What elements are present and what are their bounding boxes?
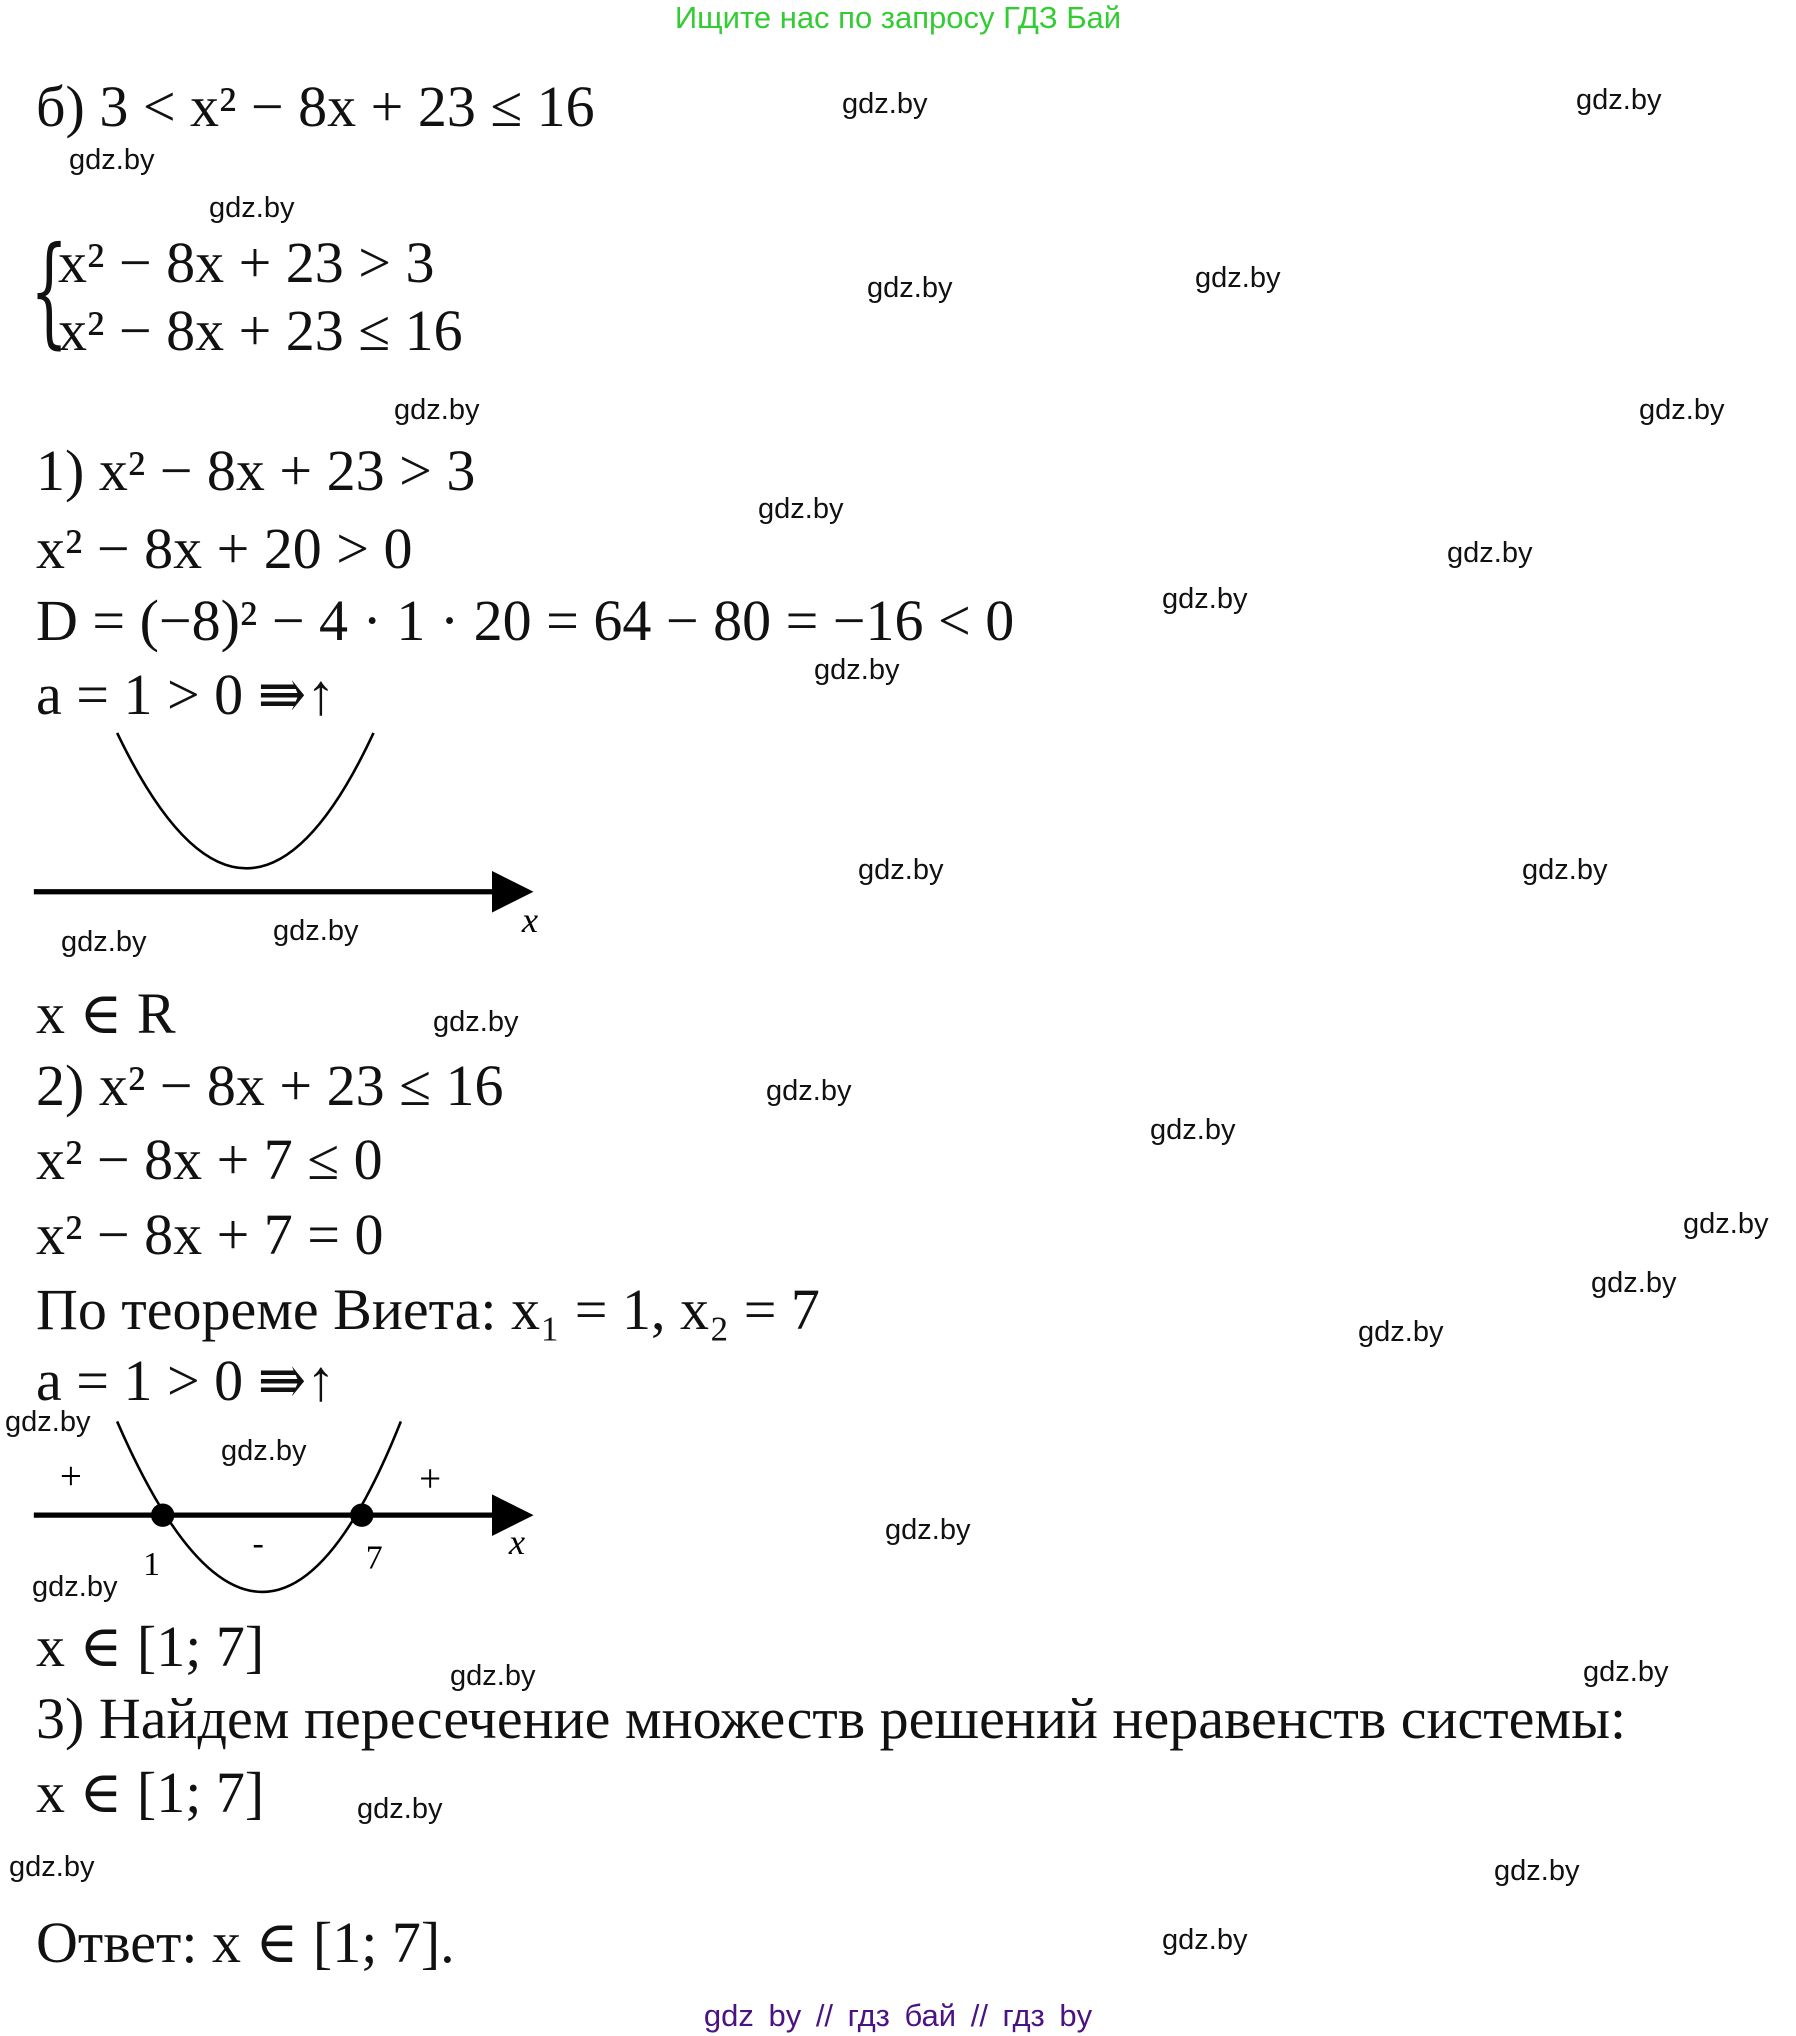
watermark: gdz.by [858, 854, 944, 886]
step1-leading-coef: a = 1 > 0 ⇛↑ [36, 662, 336, 727]
x-axis-label: x [508, 1522, 526, 1563]
watermark: gdz.by [1162, 583, 1248, 615]
parabola-diagram-1 [34, 733, 538, 940]
step3-title: 3) Найдем пересечение множеств решений неравенств системы: [36, 1686, 1627, 1751]
step1-simplified: x² − 8x + 20 > 0 [36, 516, 413, 581]
root-label-1: 1 [143, 1546, 161, 1584]
sign-right: + [419, 1457, 442, 1501]
system-brace: { [30, 222, 69, 361]
system-inequality-2: x² − 8x + 23 ≤ 16 [58, 298, 463, 363]
step2-vieta: По теореме Виета: x₁ = 1, x₂ = 7 [36, 1277, 820, 1342]
watermark: gdz.by [1583, 1656, 1669, 1688]
watermark: gdz.by [1639, 394, 1725, 426]
parabola-curve [117, 733, 373, 868]
watermark: gdz.by [1195, 262, 1281, 294]
step1-discriminant: D = (−8)² − 4 · 1 · 20 = 64 − 80 = −16 < 0 [36, 588, 1015, 653]
watermark: gdz.by [5, 1406, 91, 1438]
watermark: gdz.by [32, 1571, 118, 1603]
watermark: gdz.by [450, 1660, 536, 1692]
step2-equation: x² − 8x + 7 = 0 [36, 1202, 384, 1267]
step2-leading-coef: a = 1 > 0 ⇛↑ [36, 1348, 336, 1413]
watermark: gdz.by [1683, 1208, 1769, 1240]
step2-result: x ∈ [1; 7] [36, 1614, 265, 1679]
footer-links[interactable]: gdz by // гдз бай // гдз by [703, 1998, 1093, 2033]
step3-result: x ∈ [1; 7] [36, 1760, 265, 1825]
sign-left: + [59, 1455, 82, 1499]
watermark: gdz.by [69, 144, 155, 176]
watermark: gdz.by [1447, 537, 1533, 569]
x-axis-label: x [521, 900, 539, 941]
root-point-7 [350, 1503, 373, 1526]
watermark: gdz.by [1576, 84, 1662, 116]
step1-title: 1) x² − 8x + 23 > 3 [36, 438, 476, 503]
step2-title: 2) x² − 8x + 23 ≤ 16 [36, 1053, 504, 1118]
watermark: gdz.by [867, 272, 953, 304]
watermark: gdz.by [1150, 1114, 1236, 1146]
watermark: gdz.by [766, 1075, 852, 1107]
watermark: gdz.by [221, 1435, 307, 1467]
step1-result: x ∈ R [36, 981, 176, 1046]
watermark: gdz.by [1358, 1316, 1444, 1348]
watermark: gdz.by [885, 1514, 971, 1546]
watermark: gdz.by [814, 654, 900, 686]
watermark: gdz.by [1522, 854, 1608, 886]
watermark: gdz.by [1494, 1855, 1580, 1887]
sign-middle: - [252, 1525, 264, 1563]
watermark: gdz.by [209, 192, 295, 224]
watermark: gdz.by [1591, 1267, 1677, 1299]
system-inequality-1: x² − 8x + 23 > 3 [58, 230, 435, 295]
root-label-7: 7 [365, 1539, 383, 1577]
watermark: gdz.by [357, 1793, 443, 1825]
watermark: gdz.by [9, 1851, 95, 1883]
search-hint-header: Ищите нас по запросу ГДЗ Бай [674, 0, 1122, 35]
watermark: gdz.by [1162, 1924, 1248, 1956]
watermark: gdz.by [61, 926, 147, 958]
answer: Ответ: x ∈ [1; 7]. [36, 1910, 455, 1975]
watermark: gdz.by [758, 493, 844, 525]
task-statement: б) 3 < x² − 8x + 23 ≤ 16 [36, 74, 595, 139]
watermark: gdz.by [273, 915, 359, 947]
watermark: gdz.by [394, 394, 480, 426]
watermark: gdz.by [842, 88, 928, 120]
watermark: gdz.by [433, 1006, 519, 1038]
step2-simplified: x² − 8x + 7 ≤ 0 [36, 1127, 383, 1192]
root-point-1 [151, 1503, 174, 1526]
